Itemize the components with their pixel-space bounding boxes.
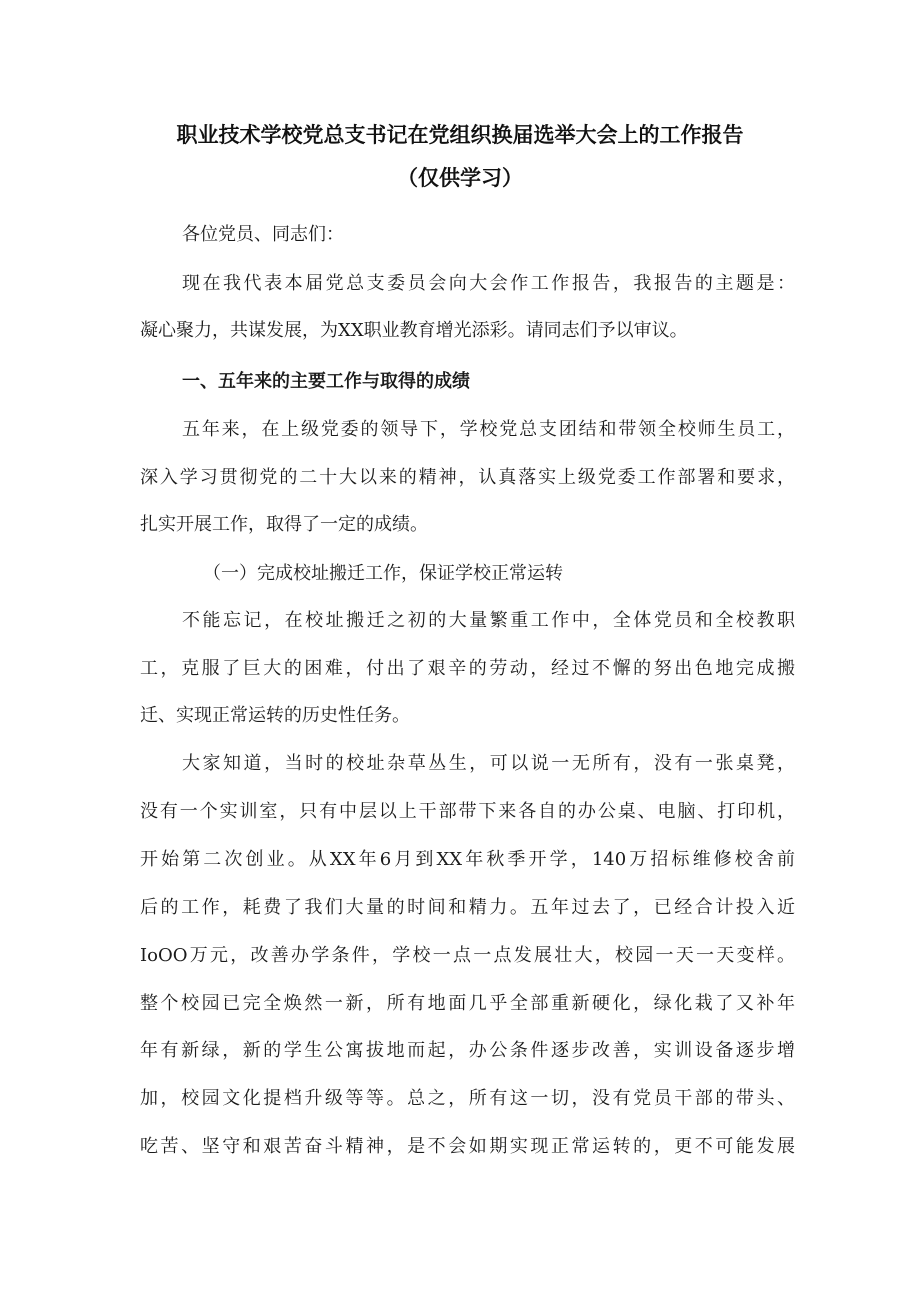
paragraph-line: 工，克服了巨大的困难，付出了艰辛的劳动，经过不懈的努出色地完成搬 [140,658,795,679]
paragraph-line: 没有一个实训室，只有中层以上干部带下来各自的办公桌、电脑、打印机， [140,801,795,822]
paragraph-line: 大家知道，当时的校址杂草丛生，可以说一无所有，没有一张桌凳， [182,753,795,774]
document-subtitle: （仅供学习） [397,166,523,190]
paragraph-line: IoOO万元，改善办学条件，学校一点一点发展壮大，校园一天一天变样。 [140,945,795,966]
paragraph-line: 吃苦、坚守和艰苦奋斗精神，是不会如期实现正常运转的，更不可能发展 [140,1136,795,1157]
paragraph-line: 整个校园已完全焕然一新，所有地面几乎全部重新硬化，绿化栽了又补年 [140,993,795,1014]
paragraph-line: 后的工作，耗费了我们大量的时间和精力。五年过去了，已经合计投入近 [140,897,795,918]
document-title: 职业技术学校党总支书记在党组织换届选举大会上的工作报告 [176,123,744,147]
subsection-heading: （一）完成校址搬迁工作，保证学校正常运转 [203,563,563,584]
section-heading: 一、五年来的主要工作与取得的成绩 [182,371,470,392]
paragraph-line: 五年来，在上级党委的领导下，学校党总支团结和带领全校师生员工， [182,419,795,440]
paragraph-line: 凝心聚力，共谋发展，为XX职业教育增光添彩。请同志们予以审议。 [140,320,688,341]
paragraph-line: 不能忘记，在校址搬迁之初的大量繁重工作中，全体党员和全校教职 [182,610,795,631]
paragraph-line: 深入学习贯彻党的二十大以来的精神，认真落实上级党委工作部署和要求， [140,467,795,488]
paragraph-line: 加，校园文化提档升级等等。总之，所有这一切，没有党员干部的带头、 [140,1088,795,1109]
salutation: 各位党员、同志们： [182,224,344,245]
paragraph-line: 开始第二次创业。从XX年6月到XX年秋季开学，140万招标维修校舍前 [140,849,795,870]
paragraph-line: 现在我代表本届党总支委员会向大会作工作报告，我报告的主题是： [182,273,795,294]
paragraph-line: 扎实开展工作，取得了一定的成绩。 [140,514,428,535]
paragraph-line: 迁、实现正常运转的历史性任务。 [140,705,410,726]
paragraph-line: 年有新绿，新的学生公寓拔地而起，办公条件逐步改善，实训设备逐步增 [140,1040,795,1061]
